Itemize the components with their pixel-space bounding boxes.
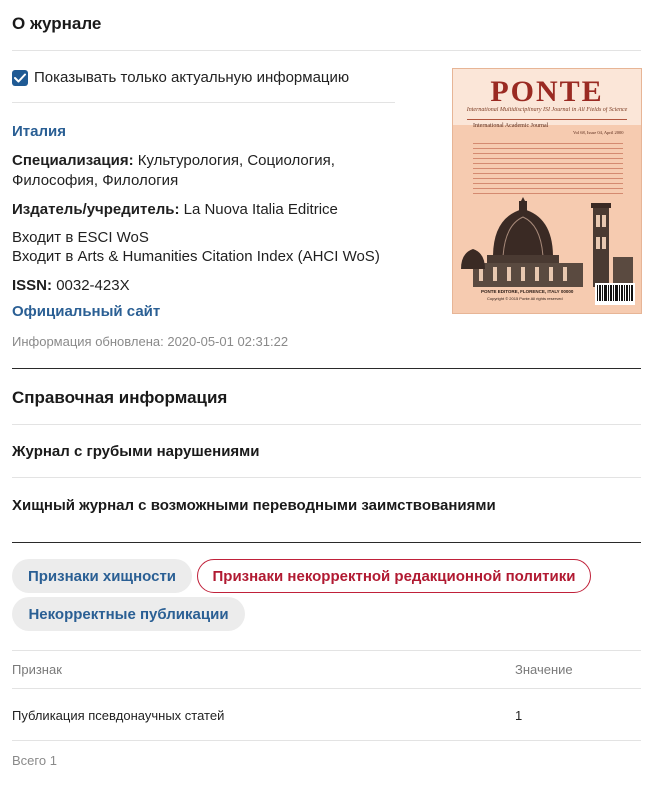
specialization-line1 <box>12 150 335 171</box>
divider <box>12 740 641 741</box>
issn-line <box>12 275 130 296</box>
reference-title: Справочная информация <box>12 388 228 407</box>
divider <box>12 650 641 651</box>
table-total: Всего 1 <box>12 753 57 768</box>
actual-info-label[interactable]: Показывать только актуальную информацию <box>34 69 350 86</box>
divider <box>12 477 641 478</box>
index-esci: Входит в ESCI WoS <box>12 229 149 246</box>
issn-value: 0032-423X <box>56 277 130 294</box>
tab-editorial-policy-signs[interactable]: Признаки некорректной редакционной политики <box>197 559 591 593</box>
table-row-sign: Публикация псевдонаучных статей <box>12 708 225 723</box>
specialization-value: Культурология, Социология, <box>137 152 335 169</box>
divider <box>12 542 641 543</box>
divider <box>12 50 641 51</box>
issn-label: ISSN: <box>12 277 53 294</box>
publisher-value: La Nuova Italia Editrice <box>183 201 338 218</box>
publisher-line <box>12 199 338 220</box>
tab-predatory-signs[interactable]: Признаки хищности <box>12 559 192 593</box>
cover-title: PONTE <box>490 75 604 108</box>
table-row-value: 1 <box>515 708 523 723</box>
divider <box>12 368 641 369</box>
divider <box>12 102 395 103</box>
barcode-icon <box>595 283 635 305</box>
official-site-link[interactable]: Официальный сайт <box>12 303 161 320</box>
cover-issue: Vol 68, Issue 04, April 2000 <box>573 130 624 135</box>
updated-info: Информация обновлена: 2020-05-01 02:31:22 <box>12 334 289 349</box>
actual-info-checkbox[interactable] <box>12 70 28 86</box>
column-header-value: Значение <box>515 662 573 677</box>
tab-incorrect-publications[interactable]: Некорректные публикации <box>12 597 245 631</box>
cover-copyright: Copyright © 2015 Ponte All rights reserved <box>487 296 563 301</box>
index-ahci: Входит в Arts & Humanities Citation Index (AHCI WoS) <box>12 248 380 265</box>
violation-gross: Журнал с грубыми нарушениями <box>12 443 260 460</box>
florence-cathedral-illustration <box>453 197 641 287</box>
specialization-line2: Философия, Филология <box>12 172 179 189</box>
violation-predatory: Хищный журнал с возможными переводными заимствованиями <box>12 497 496 514</box>
journal-cover <box>452 68 642 314</box>
divider <box>12 424 641 425</box>
cover-publisher-line: PONTE EDITORE, FLORENCE, ITALY 00000 <box>481 289 574 294</box>
checkmark-icon <box>14 73 26 83</box>
publisher-label: Издатель/учредитель: <box>12 201 180 218</box>
specialization-label: Специализация: <box>12 152 134 169</box>
cover-journal-type: International Academic Journal <box>473 123 549 129</box>
cover-subtitle: International Multidisciplinary ISI Journal in All Fields of Science <box>466 107 628 113</box>
divider <box>12 688 641 689</box>
about-title: О журнале <box>12 14 102 33</box>
country-link[interactable]: Италия <box>12 123 66 140</box>
cover-contents <box>473 139 623 201</box>
column-header-sign: Признак <box>12 662 62 677</box>
